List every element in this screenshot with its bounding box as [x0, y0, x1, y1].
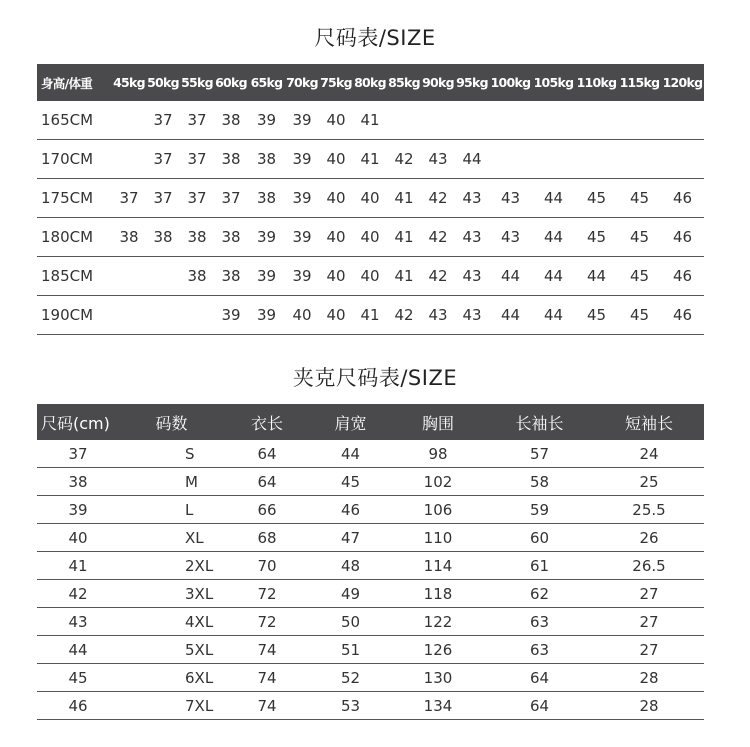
col-header-size-cm: 尺码(cm) — [41, 413, 110, 433]
code-cell: 5XL — [185, 640, 214, 659]
size-cell: 44 — [543, 267, 564, 285]
size-cell: 44 — [500, 306, 521, 324]
weight-header: 60kg — [215, 75, 247, 90]
height-cell: 185CM — [41, 267, 94, 285]
jacket-table-title: 夹克尺码表/SIZE — [292, 366, 458, 390]
size-cell: 38 — [221, 228, 241, 246]
size-cm-cell: 40 — [68, 528, 88, 547]
size-cell: 38 — [187, 228, 207, 246]
size-cell: 41 — [360, 150, 380, 168]
size-table-row — [37, 257, 704, 296]
size-table-row — [37, 296, 704, 335]
shoulder-cell: 51 — [340, 640, 361, 659]
length-cell: 74 — [257, 640, 277, 659]
size-cell: 38 — [221, 150, 241, 168]
size-cell: 40 — [360, 228, 380, 246]
size-table-row — [37, 179, 704, 218]
size-cell: 38 — [221, 111, 241, 129]
jacket-table-row — [37, 552, 704, 580]
length-cell: 64 — [257, 444, 277, 463]
shoulder-cell: 48 — [340, 556, 361, 575]
size-cell: 39 — [256, 111, 277, 129]
weight-header: 100kg — [490, 75, 531, 90]
size-cell: 37 — [187, 111, 207, 129]
size-cell: 40 — [326, 150, 346, 168]
height-cell: 165CM — [41, 111, 94, 129]
weight-header: 65kg — [250, 75, 283, 90]
weight-header: 50kg — [147, 75, 179, 90]
height-cell: 170CM — [41, 150, 94, 168]
size-cell: 45 — [629, 306, 650, 324]
code-cell: 2XL — [185, 556, 214, 575]
shoulder-cell: 49 — [340, 584, 361, 603]
long-sleeve-cell: 60 — [529, 528, 550, 547]
size-cell: 43 — [500, 228, 521, 246]
size-cell: 44 — [543, 306, 564, 324]
chest-cell: 114 — [423, 556, 453, 575]
short-sleeve-cell: 28 — [639, 668, 659, 687]
jacket-table-header — [37, 404, 704, 440]
code-cell: 6XL — [185, 668, 214, 687]
code-cell: M — [185, 472, 198, 491]
size-cell: 42 — [428, 189, 448, 207]
weight-header: 70kg — [286, 75, 318, 90]
short-sleeve-cell: 25 — [639, 472, 659, 491]
size-cell: 38 — [256, 189, 277, 207]
size-cell: 43 — [462, 306, 482, 324]
size-cell: 45 — [629, 267, 650, 285]
size-cell: 41 — [394, 228, 414, 246]
size-cell: 37 — [153, 150, 173, 168]
col-header-short-sleeve: 短袖长 — [624, 413, 673, 433]
size-cell: 45 — [629, 228, 650, 246]
size-cell: 40 — [326, 111, 346, 129]
size-cm-cell: 43 — [68, 612, 88, 631]
length-cell: 72 — [257, 584, 277, 603]
height-cell: 175CM — [41, 189, 94, 207]
col-header-long-sleeve: 长袖长 — [515, 413, 564, 433]
size-cell: 44 — [543, 228, 564, 246]
long-sleeve-cell: 58 — [529, 472, 550, 491]
jacket-table-row — [37, 440, 704, 468]
col-header-code: 码数 — [155, 413, 188, 433]
size-cell: 45 — [586, 189, 607, 207]
code-cell: XL — [185, 528, 204, 547]
size-cell: 44 — [586, 267, 607, 285]
short-sleeve-cell: 27 — [639, 612, 659, 631]
size-cm-cell: 44 — [68, 640, 88, 659]
shoulder-cell: 53 — [340, 696, 361, 715]
size-cm-cell: 41 — [68, 556, 88, 575]
weight-header: 80kg — [354, 75, 386, 90]
short-sleeve-cell: 26 — [639, 528, 659, 547]
col-header-chest: 胸围 — [421, 413, 454, 433]
size-cell: 40 — [326, 189, 346, 207]
code-cell: 4XL — [185, 612, 214, 631]
size-cell: 43 — [462, 267, 482, 285]
shoulder-cell: 46 — [340, 500, 361, 519]
size-cell: 42 — [428, 267, 448, 285]
size-cm-cell: 45 — [68, 668, 88, 687]
shoulder-cell: 47 — [340, 528, 361, 547]
weight-header: 105kg — [533, 75, 574, 90]
long-sleeve-cell: 64 — [529, 668, 550, 687]
size-cell: 40 — [326, 267, 346, 285]
jacket-table-row — [37, 692, 704, 720]
jacket-table-row — [37, 608, 704, 636]
length-cell: 74 — [257, 668, 277, 687]
size-cell: 45 — [629, 189, 650, 207]
chest-cell: 98 — [428, 444, 448, 463]
size-cell: 37 — [153, 111, 173, 129]
long-sleeve-cell: 59 — [529, 500, 550, 519]
size-table-row — [37, 140, 704, 179]
size-cell: 43 — [462, 189, 482, 207]
size-cell: 41 — [394, 189, 414, 207]
size-cell: 40 — [326, 228, 346, 246]
size-cell: 41 — [394, 267, 414, 285]
size-cell: 40 — [326, 306, 346, 324]
jacket-table-row — [37, 580, 704, 608]
chest-cell: 102 — [423, 472, 453, 491]
shoulder-cell: 44 — [340, 444, 361, 463]
size-cell: 38 — [119, 228, 139, 246]
size-cell: 45 — [586, 228, 607, 246]
size-cell: 39 — [221, 306, 241, 324]
size-cell: 37 — [187, 150, 207, 168]
weight-header: 55kg — [181, 75, 213, 90]
short-sleeve-cell: 24 — [639, 444, 659, 463]
size-cell: 37 — [119, 189, 139, 207]
size-cell: 46 — [672, 228, 693, 246]
weight-header: 45kg — [113, 75, 145, 90]
size-table — [37, 64, 704, 335]
size-cell: 38 — [153, 228, 173, 246]
size-cm-cell: 42 — [68, 584, 88, 603]
short-sleeve-cell: 26.5 — [632, 556, 666, 575]
weight-header: 90kg — [422, 75, 454, 90]
length-cell: 68 — [257, 528, 277, 547]
size-cm-cell: 37 — [68, 444, 88, 463]
header-label: 身高/体重 — [41, 75, 93, 91]
size-cell: 37 — [153, 189, 173, 207]
length-cell: 66 — [257, 500, 277, 519]
size-cell: 45 — [586, 306, 607, 324]
weight-header: 120kg — [662, 75, 703, 90]
size-cell: 42 — [394, 150, 414, 168]
long-sleeve-cell: 64 — [529, 696, 550, 715]
size-cell: 43 — [428, 150, 448, 168]
size-cell: 42 — [428, 228, 448, 246]
size-cell: 37 — [221, 189, 241, 207]
size-cell: 39 — [292, 189, 312, 207]
long-sleeve-cell: 63 — [529, 612, 550, 631]
size-cell: 38 — [256, 150, 277, 168]
code-cell: S — [185, 444, 195, 463]
long-sleeve-cell: 61 — [529, 556, 550, 575]
short-sleeve-cell: 25.5 — [632, 500, 666, 519]
jacket-table-row — [37, 664, 704, 692]
length-cell: 64 — [257, 472, 277, 491]
col-header-shoulder: 肩宽 — [334, 413, 367, 433]
size-cell: 39 — [256, 228, 277, 246]
chest-cell: 126 — [423, 640, 453, 659]
size-cell: 44 — [462, 150, 482, 168]
size-cell: 37 — [187, 189, 207, 207]
size-cell: 39 — [292, 228, 312, 246]
size-cell: 44 — [543, 189, 564, 207]
size-cm-cell: 39 — [68, 500, 88, 519]
weight-header: 85kg — [388, 75, 420, 90]
long-sleeve-cell: 62 — [529, 584, 550, 603]
size-cell: 46 — [672, 267, 693, 285]
short-sleeve-cell: 27 — [639, 640, 659, 659]
code-cell: 3XL — [185, 584, 214, 603]
size-cell: 40 — [360, 267, 380, 285]
chest-cell: 118 — [423, 584, 453, 603]
size-cm-cell: 38 — [68, 472, 88, 491]
height-cell: 180CM — [41, 228, 94, 246]
chest-cell: 130 — [423, 668, 453, 687]
chest-cell: 110 — [423, 528, 453, 547]
long-sleeve-cell: 63 — [529, 640, 550, 659]
size-cell: 38 — [187, 267, 207, 285]
size-cell: 42 — [394, 306, 414, 324]
size-table-title: 尺码表/SIZE — [314, 26, 436, 50]
size-cell: 39 — [292, 267, 312, 285]
col-header-length: 衣长 — [250, 413, 283, 433]
size-cell: 44 — [500, 267, 521, 285]
chest-cell: 122 — [423, 612, 453, 631]
size-cell: 39 — [292, 111, 312, 129]
chest-cell: 106 — [423, 500, 453, 519]
shoulder-cell: 45 — [340, 472, 361, 491]
weight-header: 115kg — [619, 75, 660, 90]
size-cell: 40 — [292, 306, 312, 324]
jacket-table-row — [37, 524, 704, 552]
weight-header: 95kg — [456, 75, 488, 90]
size-cell: 39 — [256, 267, 277, 285]
size-cell: 43 — [500, 189, 521, 207]
short-sleeve-cell: 27 — [639, 584, 659, 603]
size-table-header — [37, 64, 704, 101]
chest-cell: 134 — [423, 696, 453, 715]
shoulder-cell: 50 — [340, 612, 361, 631]
size-cell: 41 — [360, 111, 380, 129]
length-cell: 72 — [257, 612, 277, 631]
size-cm-cell: 46 — [68, 696, 88, 715]
size-cell: 40 — [360, 189, 380, 207]
size-cell: 41 — [360, 306, 380, 324]
size-cell: 38 — [221, 267, 241, 285]
jacket-table-row — [37, 496, 704, 524]
long-sleeve-cell: 57 — [529, 444, 550, 463]
size-cell: 39 — [292, 150, 312, 168]
weight-header: 75kg — [320, 75, 352, 90]
size-table-row — [37, 218, 704, 257]
length-cell: 70 — [257, 556, 277, 575]
jacket-table-row — [37, 636, 704, 664]
size-cell: 46 — [672, 306, 693, 324]
shoulder-cell: 52 — [340, 668, 361, 687]
code-cell: 7XL — [185, 696, 214, 715]
jacket-table-row — [37, 468, 704, 496]
length-cell: 74 — [257, 696, 277, 715]
code-cell: L — [185, 500, 194, 519]
size-table-row — [37, 101, 704, 140]
jacket-size-table — [37, 404, 704, 720]
size-cell: 46 — [672, 189, 693, 207]
size-cell: 39 — [256, 306, 277, 324]
size-cell: 43 — [462, 228, 482, 246]
weight-header: 110kg — [576, 75, 617, 90]
height-cell: 190CM — [41, 306, 94, 324]
size-cell: 43 — [428, 306, 448, 324]
short-sleeve-cell: 28 — [639, 696, 659, 715]
